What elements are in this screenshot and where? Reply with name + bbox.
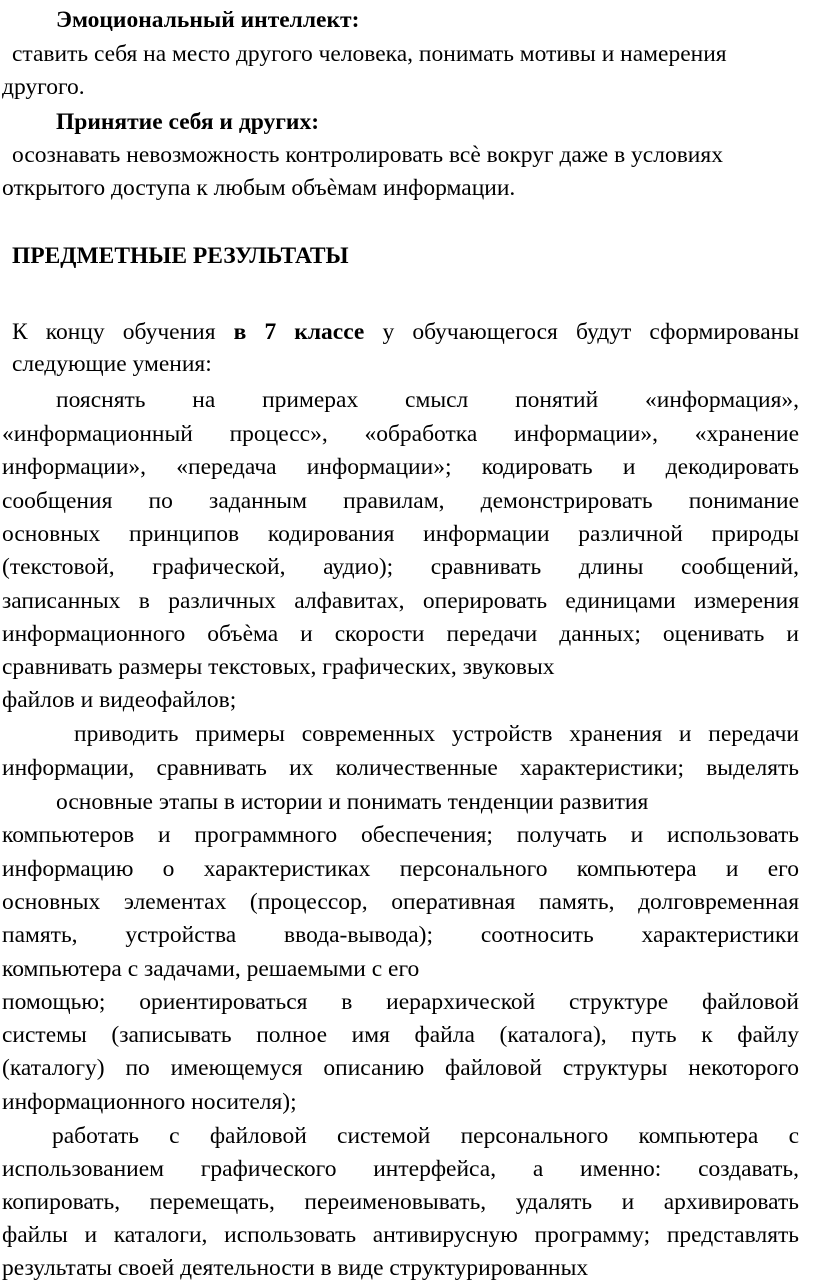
body-line: память, устройства ввода-вывода); соотносить характеристики — [2, 922, 799, 948]
body-line: файлы и каталоги, использовать антивирусную программу; представлять — [2, 1222, 799, 1248]
body-line: записанных в различных алфавитах, оперировать единицами измерения — [2, 588, 799, 614]
body-line: информационного носителя); — [2, 1089, 297, 1115]
body-line: основных элементах (процессор, оперативная память, долговременная — [2, 889, 799, 915]
body-line: информации», «передача информации»; кодировать и декодировать — [2, 454, 799, 480]
body-line: информации, сравнивать их количественные характеристики; выделять — [2, 755, 799, 781]
body-line: «информационный процесс», «обработка информации», «хранение — [2, 421, 799, 447]
intro-suffix: у обучающегося будут сформированы — [382, 319, 800, 345]
intro-prefix: К концу обучения — [12, 319, 216, 345]
body-line: приводить примеры современных устройств хранения и передачи — [74, 721, 799, 747]
text-line: ставить себя на место другого человека, понимать мотивы и намерения — [12, 41, 727, 67]
body-line: системы (записывать полное имя файла (каталога), путь к файлу — [2, 1022, 799, 1048]
heading-subject-results: ПРЕДМЕТНЫЕ РЕЗУЛЬТАТЫ — [12, 243, 349, 269]
text-line: другого. — [2, 74, 85, 100]
text-line: открытого доступа к любым объѐмам информации. — [2, 175, 516, 201]
body-line: компьютера с задачами, решаемыми с его — [2, 956, 420, 982]
heading-emotional-intelligence: Эмоциональный интеллект: — [56, 7, 360, 33]
body-line: файлов и видеофайлов; — [2, 687, 237, 713]
body-line: результаты своей деятельности в виде структурированных — [2, 1255, 589, 1281]
text-line: осознавать невозможность контролировать всѐ вокруг даже в условиях — [12, 142, 723, 168]
body-line: информацию о характеристиках персонального компьютера и его — [2, 856, 799, 882]
body-line: основные этапы в истории и понимать тенденции развития — [56, 789, 649, 815]
body-line: основных принципов кодирования информации различной природы — [2, 521, 799, 547]
body-line: пояснять на примерах смысл понятий «информация», — [56, 387, 799, 413]
heading-acceptance: Принятие себя и других: — [56, 109, 320, 135]
intro-line-2: следующие умения: — [12, 351, 212, 377]
intro-line — [12, 321, 799, 345]
body-line: копировать, перемещать, переименовывать, удалять и архивировать — [2, 1189, 799, 1215]
body-line: сообщения по заданным правилам, демонстрировать понимание — [2, 488, 799, 514]
intro-bold-grade: в 7 классе — [233, 319, 365, 345]
body-line: компьютеров и программного обеспечения; получать и использовать — [2, 822, 799, 848]
body-line: (каталогу) по имеющемуся описанию файловой структуры некоторого — [2, 1055, 799, 1081]
body-line: сравнивать размеры текстовых, графических, звуковых — [2, 654, 555, 680]
body-line: помощью; ориентироваться в иерархической структуре файловой — [2, 989, 799, 1015]
body-line: (текстовой, графической, аудио); сравнивать длины сообщений, — [2, 554, 799, 580]
body-line: работать с файловой системой персонального компьютера с — [52, 1123, 799, 1149]
body-line: использованием графического интерфейса, а именно: создавать, — [2, 1156, 799, 1182]
body-line: информационного объѐма и скорости передачи данных; оценивать и — [2, 621, 799, 647]
